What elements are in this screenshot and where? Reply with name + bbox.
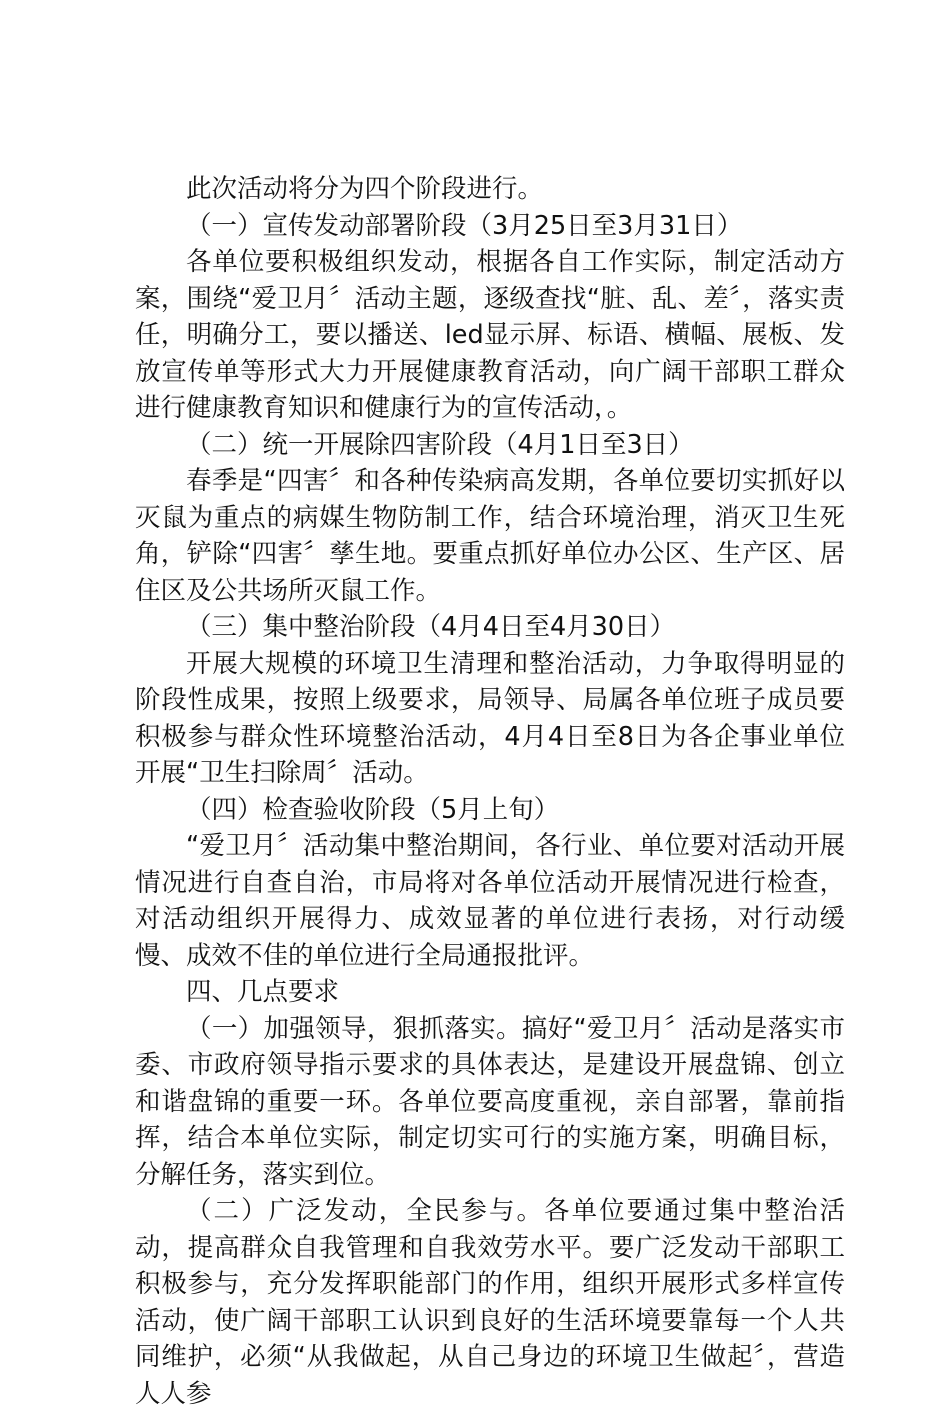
- document-body: [135, 171, 845, 1412]
- stage-4-heading: （四）检查验收阶段（5月上旬）: [186, 794, 560, 825]
- requirement-1-body: （一）加强领导，狠抓落实。搞好“爱卫月〞活动是落实市委、市政府领导指示要求的具体表达，是建设开展盘锦、创立和谐盘锦的重要一环。各单位要高度重视，亲自部署，靠前指挥，结合本单位实际，制定切实可行的实施方案，明确目标，分解任务，落实到位。: [135, 1013, 845, 1190]
- stage-2-heading: （二）统一开展除四害阶段（4月1日至3日）: [186, 429, 694, 460]
- stage-3-heading: （三）集中整治阶段（4月4日至4月30日）: [186, 612, 676, 642]
- stage-1-heading: （一）宣传发动部署阶段（3月25日至3月31日）: [186, 210, 743, 241]
- stage-1-body: 各单位要积极组织发动，根据各自工作实际，制定活动方案，围绕“爱卫月〞活动主题，逐级查找“脏、乱、差〞，落实责任，明确分工，要以播送、led显示屏、标语、横幅、展板、发放宣传单等形式大力开展健康教育活动，向广阔干部职工群众进行健康教育知识和健康行为的宣传活动，。: [135, 247, 845, 423]
- requirement-2-body: （二）广泛发动，全民参与。各单位要通过集中整治活动，提高群众自我管理和自我效劳水平。要广泛发动干部职工积极参与，充分发挥职能部门的作用，组织开展形式多样宣传活动，使广阔干部职工认识到良好的生活环境要靠每一个人共同维护，必须“从我做起，从自己身边的环境卫生做起〞，营造人人参: [135, 1196, 845, 1409]
- stage-3-body: 开展大规模的环境卫生清理和整治活动，力争取得明显的阶段性成果，按照上级要求，局领导、局属各单位班子成员要积极参与群众性环境整治活动，4月4日至8日为各企事业单位开展“卫生扫除周〞活动。: [135, 648, 845, 788]
- paragraph-intro: 此次活动将分为四个阶段进行。: [186, 174, 544, 204]
- section-4-heading: 四、几点要求: [186, 977, 340, 1007]
- stage-2-body: 春季是“四害〞和各种传染病高发期，各单位要切实抓好以灭鼠为重点的病媒生物防制工作，结合环境治理，消灭卫生死角，铲除“四害〞孳生地。要重点抓好单位办公区、生产区、居住区及公共场所灭鼠工作。: [135, 466, 845, 606]
- stage-4-body: “爱卫月〞活动集中整治期间，各行业、单位要对活动开展情况进行自查自治，市局将对各单位活动开展情况进行检查，对活动组织开展得力、成效显著的单位进行表扬，对行动缓慢、成效不佳的单位进行全局通报批评。: [135, 831, 845, 971]
